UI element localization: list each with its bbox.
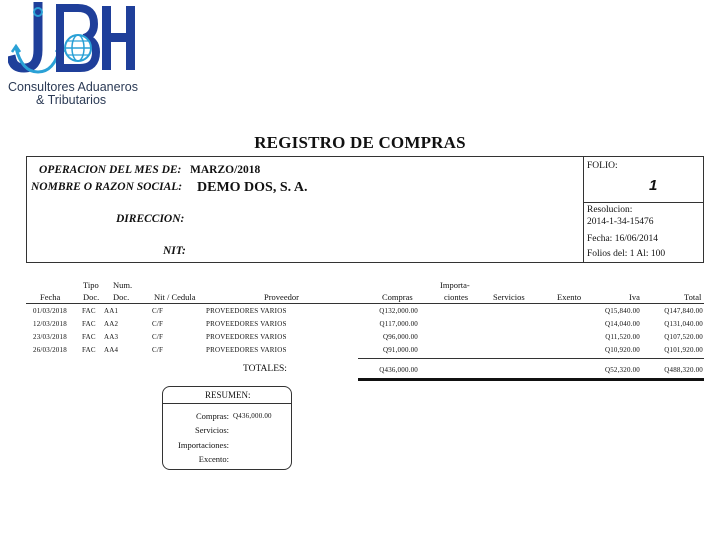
col-tipo-line1: Tipo: [83, 280, 99, 290]
nit-label: NIT:: [163, 245, 186, 257]
name-label: NOMBRE O RAZON SOCIAL:: [31, 181, 183, 193]
cell-iva: Q15,840.00: [604, 307, 640, 315]
cell-iva: Q10,920.00: [604, 346, 640, 354]
col-proveedor: Proveedor: [264, 292, 299, 302]
totals-double-rule: [358, 378, 704, 381]
folios-range: Folios del: 1 Al: 100: [587, 249, 666, 259]
cell-nit: C/F: [152, 346, 164, 354]
operation-value: MARZO/2018: [190, 164, 261, 176]
summary-divider: [163, 403, 291, 404]
cell-nit: C/F: [152, 307, 164, 315]
name-value: DEMO DOS, S. A.: [197, 180, 308, 195]
summary-title: RESUMEN:: [205, 390, 251, 400]
folio-label: FOLIO:: [587, 161, 618, 171]
jbh-logo-mark: [8, 2, 158, 82]
col-num-line1: Num.: [113, 280, 133, 290]
col-nit: Nit / Cedula: [154, 292, 196, 302]
cell-tipo: FAC: [82, 333, 96, 341]
header-rule: [26, 303, 704, 304]
cell-tipo: FAC: [82, 346, 96, 354]
cell-nit: C/F: [152, 320, 164, 328]
header-box: [26, 156, 704, 263]
cell-fecha: 23/03/2018: [33, 333, 67, 341]
cell-proveedor: PROVEEDORES VARIOS: [206, 307, 287, 315]
col-iva: Iva: [629, 292, 640, 302]
cell-proveedor: PROVEEDORES VARIOS: [206, 320, 287, 328]
col-compras: Compras: [382, 292, 413, 302]
cell-proveedor: PROVEEDORES VARIOS: [206, 333, 287, 341]
cell-compras: Q96,000.00: [382, 333, 418, 341]
cell-proveedor: PROVEEDORES VARIOS: [206, 346, 287, 354]
col-importaciones-line1: Importa-: [440, 280, 470, 290]
company-name-line2: & Tributarios: [36, 93, 107, 107]
cell-total: Q107,520.00: [664, 333, 703, 341]
cell-fecha: 12/03/2018: [33, 320, 67, 328]
col-num-line2: Doc.: [113, 292, 130, 302]
resolution-value: 2014-1-34-15476: [587, 217, 654, 227]
address-label: DIRECCION:: [116, 213, 185, 225]
cell-num: AA1: [104, 307, 119, 315]
cell-total: Q147,840.00: [664, 307, 703, 315]
col-total: Total: [684, 292, 702, 302]
total-iva: Q52,320.00: [604, 366, 640, 374]
header-divider: [583, 157, 584, 262]
col-fecha: Fecha: [40, 292, 61, 302]
cell-iva: Q11,520.00: [605, 333, 640, 341]
col-servicios: Servicios: [493, 292, 525, 302]
folio-number: 1: [649, 177, 658, 194]
cell-total: Q131,040.00: [664, 320, 703, 328]
company-name-line1: Consultores Aduaneros: [8, 80, 138, 94]
cell-fecha: 01/03/2018: [33, 307, 67, 315]
col-importaciones-line2: ciontes: [444, 292, 469, 302]
cell-nit: C/F: [152, 333, 164, 341]
cell-iva: Q14,040.00: [604, 320, 640, 328]
folio-divider: [583, 202, 704, 203]
rows-rule: [358, 358, 704, 359]
cell-compras: Q91,000.00: [382, 346, 418, 354]
summary-box: [162, 386, 292, 470]
cell-num: AA3: [104, 333, 119, 341]
cell-total: Q101,920.00: [664, 346, 703, 354]
cell-fecha: 26/03/2018: [33, 346, 67, 354]
cell-tipo: FAC: [82, 320, 96, 328]
summary-servicios-label: Servicios:: [195, 425, 229, 435]
summary-exento-label: Excento:: [198, 454, 229, 464]
cell-tipo: FAC: [82, 307, 96, 315]
cell-num: AA2: [104, 320, 119, 328]
col-tipo-line2: Doc.: [83, 292, 100, 302]
resolution-label: Resolucion:: [587, 205, 633, 215]
resolution-date: Fecha: 16/06/2014: [587, 234, 658, 244]
total-compras: Q436,000.00: [379, 366, 418, 374]
totals-label: TOTALES:: [243, 364, 287, 374]
summary-compras-label: Compras:: [195, 411, 229, 421]
summary-importaciones-label: Importaciones:: [178, 440, 229, 450]
company-logo: [8, 2, 158, 107]
cell-num: AA4: [104, 346, 119, 354]
col-exento: Exento: [557, 292, 582, 302]
total-total: Q488,320.00: [664, 366, 703, 374]
cell-compras: Q132,000.00: [379, 307, 418, 315]
cell-compras: Q117,000.00: [379, 320, 418, 328]
document-title: REGISTRO DE COMPRAS: [254, 133, 466, 152]
operation-label: OPERACION DEL MES DE:: [39, 164, 182, 176]
summary-compras-value: Q436,000.00: [233, 412, 272, 420]
